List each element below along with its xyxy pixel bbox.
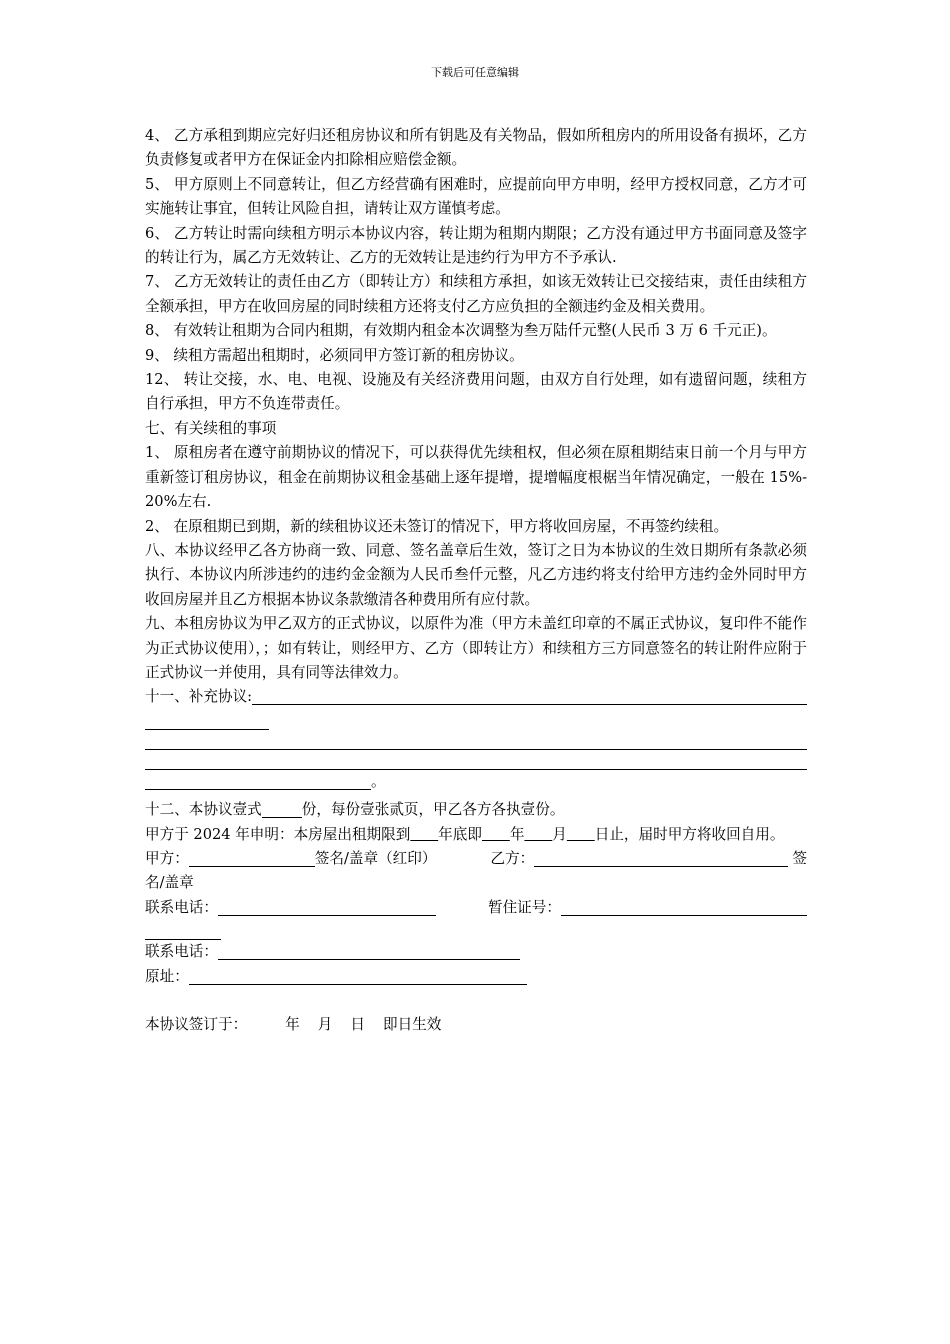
party-b-blank[interactable] <box>534 847 788 867</box>
supplement-blank-line[interactable] <box>145 730 807 750</box>
address-label: 原址： <box>145 967 189 985</box>
party-b-label: 乙方： <box>490 849 535 867</box>
party-a-label: 甲方： <box>145 849 189 867</box>
section-9: 九、本租房协议为甲乙双方的正式协议，以原件为准（甲方未盖红印章的不属正式协议，复印件不能作为正式协议使用），；如有转让，则经甲方、乙方（即转让方）和续租方三方同意签名的转让附件应附于正式协议一并使用，具有同等法律效力。 <box>145 615 807 681</box>
phone-2-line <box>145 940 807 964</box>
phone-2-label: 联系电话： <box>145 943 218 961</box>
declaration-blank[interactable] <box>567 826 595 843</box>
signing-date-line <box>145 1013 807 1037</box>
phone-1-label: 联系电话： <box>145 898 218 916</box>
declaration-text: 日止，届时甲方将收回自用。 <box>594 825 785 843</box>
copies-suffix: 份，每份壹张贰页，甲乙各方各执壹份。 <box>301 801 565 819</box>
clause-9: 9、 续租方需超出租期时，必须同甲方签订新的租房协议。 <box>145 346 524 364</box>
address-blank[interactable] <box>189 965 527 985</box>
phone-permit-line <box>145 896 807 920</box>
residence-permit-blank[interactable] <box>145 920 221 940</box>
spacer <box>300 1013 318 1037</box>
clause-6: 6、 乙方转让时需向续租方明示本协议内容，转让期为租期内期限；乙方没有通过甲方书面同意及签字的转让行为，属乙方无效转让、乙方的无效转让是违约行为甲方不予承认. <box>145 224 807 267</box>
supplement-blank-line[interactable] <box>145 770 371 790</box>
spacer <box>365 1013 383 1037</box>
supplement-end: 。 <box>371 772 386 790</box>
spacer <box>436 847 490 871</box>
month-label: 月 <box>317 1016 333 1033</box>
declaration <box>145 823 807 847</box>
party-b-sign-label-end: 名/盖章 <box>145 874 194 892</box>
signed-on-label: 本协议签订于： <box>145 1016 248 1033</box>
supplement-label: 十一、补充协议: <box>145 688 253 706</box>
clause-12: 12、 转让交接，水、电、电视、设施及有关经济费用问题，由双方自行处理，如有遗留问题，续租方自行承担，甲方不负连带责任。 <box>145 371 807 413</box>
renewal-clause-1: 1、 原租房者在遵守前期协议的情况下，可以获得优先续租权，但必须在原租期结束日前一个月与甲方重新签订租房协议，租金在前期协议租金基础上逐年提增，提增幅度根椐当年情况确定，一般在 15%-20%左右. <box>145 444 807 511</box>
declaration-text: 年 <box>509 825 525 843</box>
copies-line <box>145 798 807 822</box>
clause-4: 4、 乙方承租到期应完好归还租房协议和所有钥匙及有关物品，假如所租房内的所用设备有损坏，乙方负责修复或者甲方在保证金内扣除相应赔偿金额。 <box>145 127 807 169</box>
spacer <box>332 1013 350 1037</box>
clause-5: 5、 甲方原则上不同意转让，但乙方经营确有困难时，应提前向甲方申明，经甲方授权同意，乙方才可实施转让事宜，但转让风险自担，请转让双方谨慎考虑。 <box>145 175 807 218</box>
party-b-sign-label-start: 签 <box>792 849 807 867</box>
clause-8: 8、 有效转让租期为合同内租期，有效期内租金本次调整为叁万陆仟元整(人民币 3 万 6 千元正)。 <box>145 322 777 340</box>
declaration-blank[interactable] <box>482 826 510 843</box>
spacer <box>247 1013 285 1037</box>
supplement-blank-line[interactable] <box>145 750 807 770</box>
year-label: 年 <box>285 1016 300 1033</box>
document-body <box>145 124 807 1037</box>
party-b-sign-line <box>145 871 807 895</box>
declaration-blank[interactable] <box>524 826 552 843</box>
phone-1-blank[interactable] <box>218 896 436 916</box>
copies-blank[interactable] <box>262 798 302 818</box>
supplement-section <box>145 685 807 794</box>
renewal-clause-2: 2、 在原租期已到期，新的续租协议还未签订的情况下，甲方将收回房屋，不再签约续租。 <box>145 517 729 535</box>
spacer <box>436 896 488 920</box>
section-7-heading: 七、有关续租的事项 <box>145 419 277 437</box>
copies-prefix: 十二、本协议壹式 <box>145 801 262 819</box>
effective-label: 即日生效 <box>383 1016 442 1033</box>
residence-permit-blank[interactable] <box>561 896 807 916</box>
declaration-blank[interactable] <box>410 826 438 843</box>
page-header: 下载后可任意编辑 <box>431 66 519 79</box>
party-a-blank[interactable] <box>189 847 315 867</box>
party-a-sign-label: 签名/盖章（红印） <box>314 849 437 867</box>
phone-2-blank[interactable] <box>218 940 520 960</box>
declaration-text: 甲方于 2024 年申明：本房屋出租期限到 <box>145 825 411 843</box>
party-a-b-line <box>145 847 807 871</box>
residence-permit-label: 暂住证号： <box>487 898 561 916</box>
declaration-text: 月 <box>552 825 567 843</box>
section-8: 八、本协议经甲乙各方协商一致、同意、签名盖章后生效，签订之日为本协议的生效日期所有条款必须执行、本协议内所涉违约的违约金金额为人民币叁仟元整，凡乙方违约将支付给甲方违约金外同时甲方收回房屋并且乙方根据本协议条款缴清各种费用所有应付款。 <box>145 541 807 608</box>
supplement-blank-line[interactable] <box>252 685 807 705</box>
clause-7: 7、 乙方无效转让的责任由乙方（即转让方）和续租方承担，如该无效转让已交接结束，责任由续租方全额承担，甲方在收回房屋的同时续租方还将支付乙方应负担的全额违约金及相关费用。 <box>145 273 807 315</box>
supplement-blank-line[interactable] <box>145 710 269 730</box>
declaration-text: 年底即 <box>438 825 482 843</box>
day-label: 日 <box>350 1016 365 1033</box>
address-line <box>145 965 807 989</box>
